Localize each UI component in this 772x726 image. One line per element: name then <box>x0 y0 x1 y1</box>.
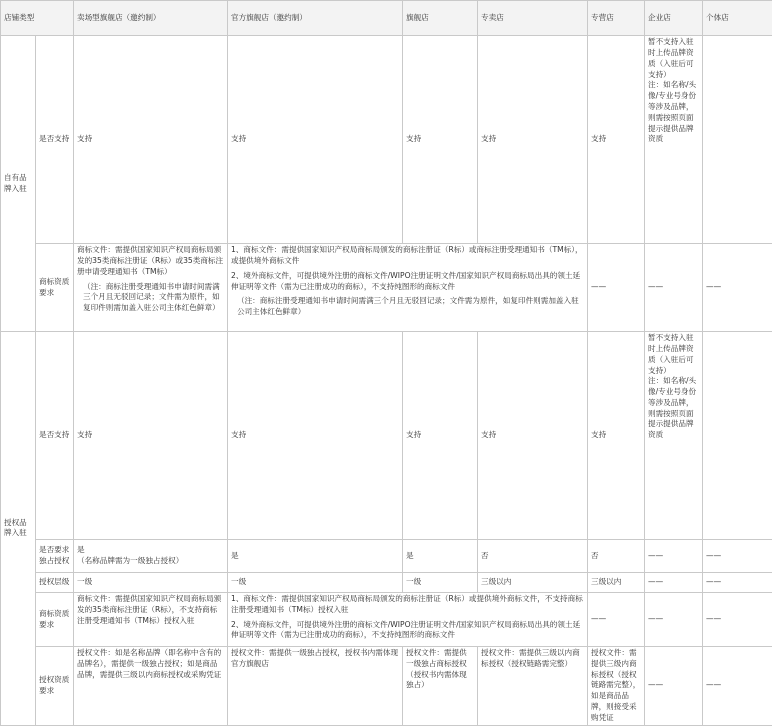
row-label: 授权资质要求 <box>36 647 74 725</box>
cell-official-flagship: 是 <box>228 540 403 573</box>
cell-individual: —— <box>645 593 703 647</box>
auth-support-row <box>1 332 772 540</box>
cell-individual <box>703 36 772 244</box>
cell-franchise: 授权文件：需提供三级内商标授权（授权链路需完整），如是商品品牌，则接受采购凭证 <box>588 647 645 725</box>
cell-franchise: 三级以内 <box>588 573 645 593</box>
cell-flagship-invite: 授权文件：如是名称品牌（即名称中含有的品牌名），需提供一级独占授权；如是商品品牌，需提供三级以内商标授权或采购凭证 <box>74 647 228 725</box>
auth-trademark-row <box>1 593 772 647</box>
paragraph: 2、境外商标文件，可提供境外注册的商标文件/WIPO注册证明文件/国家知识产权局商标局出具的领土延伸证明等文件（需为已注册成功的商标），不支持纯图形的商标文件 <box>231 271 584 293</box>
row-label: 是否要求独占授权 <box>36 540 74 573</box>
cell-official-flagship-to-franchise <box>228 244 588 332</box>
own-support-row <box>1 36 772 244</box>
cell-official-flagship: 支持 <box>228 332 403 540</box>
cell-enterprise: —— <box>588 593 645 647</box>
note-paragraph: （注：商标注册受理通知书申请时间需满三个月且无驳回记录；文件需为原件，如复印件则需加盖入驻公司主体红色鲜章） <box>231 296 584 318</box>
cell-specialty: 否 <box>478 540 588 573</box>
paragraph: 1、商标文件：需提供国家知识产权局商标局颁发的商标注册证（R标）或商标注册受理通知书（TM标），或提供境外商标文件 <box>231 245 584 267</box>
cell-specialty: 授权文件：需提供三级以内商标授权（授权链路需完整） <box>478 647 588 725</box>
header-store-type: 店铺类型 <box>1 1 74 36</box>
cell-specialty: 三级以内 <box>478 573 588 593</box>
cell-enterprise: 暂不支持入驻时上传品牌资质（入驻后可支持） 注：如名称/头像/专业号身份等涉及品牌，则需按照页面提示提供品牌资质 <box>645 332 703 540</box>
cell-enterprise: 暂不支持入驻时上传品牌资质（入驻后可支持） 注：如名称/头像/专业号身份等涉及品牌，则需按照页面提示提供品牌资质 <box>645 36 703 244</box>
cell-specialty: 支持 <box>478 332 588 540</box>
cell-official-flagship-to-franchise <box>228 593 588 647</box>
cell-individual: —— <box>703 573 772 593</box>
cell-individual: —— <box>703 647 772 725</box>
paragraph: 1、商标文件：需提供国家知识产权局商标局颁发的商标注册证（R标）或提供境外商标文件，不支持商标注册受理通知书（TM标）授权入驻 <box>231 594 584 616</box>
header-specialty: 专卖店 <box>478 1 588 36</box>
cell-flagship: 是 <box>403 540 478 573</box>
group-label-own-brand: 自有品牌入驻 <box>1 36 36 332</box>
cell-flagship: 支持 <box>403 36 478 244</box>
cell-personal: —— <box>703 593 772 647</box>
cell-personal: —— <box>703 244 772 332</box>
cell-flagship-invite: 是 （名称品牌需为一级独占授权） <box>74 540 228 573</box>
cell-franchise: 支持 <box>588 332 645 540</box>
cell-official-flagship: 授权文件：需提供一级独占授权，授权书内需体现官方旗舰店 <box>228 647 403 725</box>
cell-individual: —— <box>703 540 772 573</box>
row-label: 是否支持 <box>36 36 74 244</box>
cell-individual: —— <box>645 244 703 332</box>
cell-enterprise: —— <box>645 647 703 725</box>
header-individual: 个体店 <box>703 1 772 36</box>
paragraph: 2、境外商标文件，可提供境外注册的商标文件/WIPO注册证明文件/国家知识产权局商标局出具的领土延伸证明等文件（需为已注册成功的商标），不支持纯图形的商标文件 <box>231 620 584 642</box>
note-paragraph: （注：商标注册受理通知书申请时间需满三个月且无驳回记录；文件需为原件，如复印件则需加盖入驻公司主体红色鲜章） <box>77 282 224 314</box>
cell-official-flagship: 支持 <box>228 36 403 244</box>
own-qualification-row <box>1 244 772 332</box>
cell-enterprise: —— <box>645 573 703 593</box>
cell-specialty: 支持 <box>478 36 588 244</box>
row-label: 授权层级 <box>36 573 74 593</box>
cell-franchise: 支持 <box>588 36 645 244</box>
cell-enterprise: —— <box>588 244 645 332</box>
group-label-authorized-brand: 授权品牌入驻 <box>1 332 36 725</box>
header-franchise: 专营店 <box>588 1 645 36</box>
cell-flagship: 授权文件：需提供一级独占商标授权（授权书内需体现独占） <box>403 647 478 725</box>
row-label: 商标资质要求 <box>36 244 74 332</box>
header-official-flagship: 官方旗舰店（邀约制） <box>228 1 403 36</box>
header-flagship: 旗舰店 <box>403 1 478 36</box>
paragraph: 商标文件：需提供国家知识产权局商标局颁发的35类商标注册证（R标）或35类商标注册申请受理通知书（TM标） <box>77 245 224 277</box>
header-row <box>1 1 772 36</box>
cell-individual <box>703 332 772 540</box>
cell-flagship-invite: 商标文件：需提供国家知识产权局商标局颁发的35类商标注册证（R标），不支持商标注册受理通知书（TM标）授权入驻 <box>74 593 228 647</box>
cell-enterprise: —— <box>645 540 703 573</box>
header-flagship-invite: 卖场型旗舰店（邀约制） <box>74 1 228 36</box>
auth-level-row <box>1 573 772 593</box>
cell-flagship: 支持 <box>403 332 478 540</box>
cell-official-flagship: 一级 <box>228 573 403 593</box>
cell-franchise: 否 <box>588 540 645 573</box>
auth-authorization-row <box>1 647 772 725</box>
cell-flagship-invite: 支持 <box>74 36 228 244</box>
cell-flagship-invite <box>74 244 228 332</box>
auth-exclusive-row <box>1 540 772 573</box>
row-label: 商标资质要求 <box>36 593 74 647</box>
row-label: 是否支持 <box>36 332 74 540</box>
cell-flagship-invite: 支持 <box>74 332 228 540</box>
cell-flagship: 一级 <box>403 573 478 593</box>
cell-flagship-invite: 一级 <box>74 573 228 593</box>
header-enterprise: 企业店 <box>645 1 703 36</box>
